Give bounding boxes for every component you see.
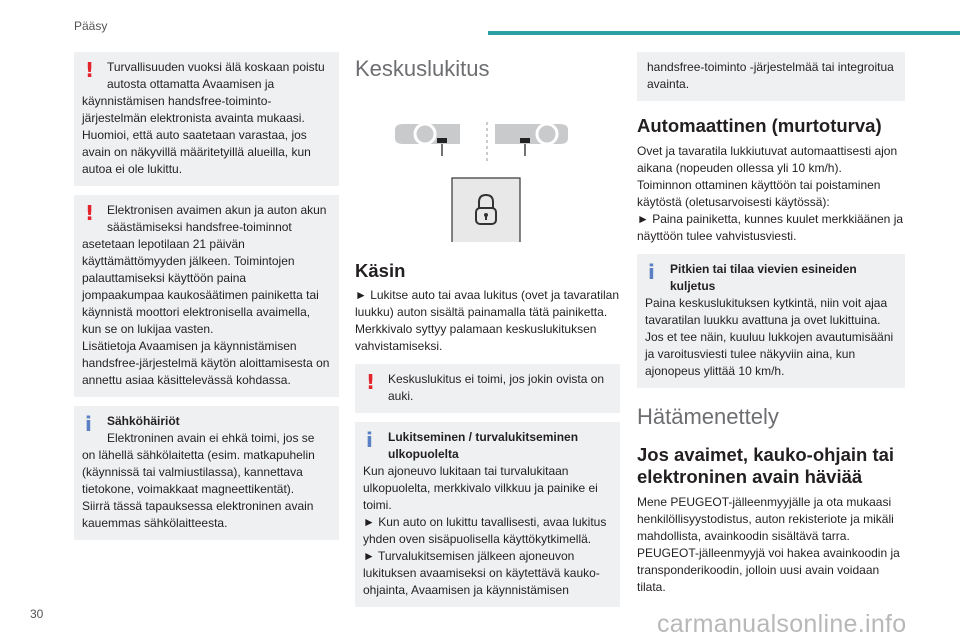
info-text-2: Siirrä tässä tapauksessa elektroninen avain kauemmas sähkölaitteesta. — [82, 499, 314, 530]
info-box-interference — [74, 406, 339, 540]
central-locking-illustration — [355, 82, 620, 242]
info-lead: Elektroninen avain ei ehkä toimi, jos se — [107, 431, 315, 445]
column-3 — [637, 52, 905, 596]
info-text: on lähellä sähkölaitetta (esim. matkapuhelin (käynnissä tai valmiustilassa), kannettava tietokone, voimakkaat magneettikentät). — [82, 448, 315, 496]
warning-lead: Elektronisen avaimen akun ja auton akun säästämiseksi handsfree-toiminnot — [107, 203, 327, 234]
info-title: Pitkien tai tilaa vievien esineiden — [670, 262, 857, 276]
automatic-instruction: ► Paina painiketta, kunnes kuulet merkkiäänen ja näyttöön tulee vahvistusviesti. — [637, 212, 904, 243]
warning-text: käynnistämisen handsfree-toiminto-järjestelmän elektronista avainta mukaasi. Huomioi, että auto saatetaan varastaa, jos avain on näkyvillä määritetyillä alueilla, kun autoa ei ole lukittu. — [82, 94, 311, 176]
info-title: Lukitseminen / turvalukitseminen — [388, 430, 579, 444]
info-box-locking — [355, 422, 620, 607]
manual-indicator-text: Merkkivalo syttyy palamaan keskuslukituksen vahvistamiseksi. — [355, 322, 597, 353]
heading-automatic-locking: Automaattinen (murtoturva) — [637, 115, 882, 136]
info-text: Kun ajoneuvo lukitaan tai turvalukitaan ulkopuolelta, merkkivalo vilkkuu ja painike ei toimi. — [363, 464, 598, 512]
info-icon: i — [648, 260, 655, 284]
warning-text: asetetaan lepotilaan 21 päivän käyttämättömyyden jälkeen. Toimintojen palauttamiseksi käyttöön paina jompaakumpaa kaukosäätimen painiketta tai käynnistä moottori elektronisella avaimella, kun se on lukijaa vasten. — [82, 237, 319, 336]
section-title: Pääsy — [74, 19, 108, 33]
info-icon: i — [366, 428, 373, 452]
automatic-locking-text: Ovet ja tavaratila lukkiutuvat automaattisesti ajon aikana (nopeuden ollessa yli 10 km/h). — [637, 144, 898, 175]
warning-box-door-open — [355, 364, 620, 413]
automatic-toggle-text: Toiminnon ottaminen käyttöön tai poistaminen käytöstä (oletusarvoisesti käytössä): — [637, 178, 881, 209]
info-box-long-objects — [637, 254, 905, 388]
warning-lead: Turvallisuuden vuoksi älä koskaan poistu autosta ottamatta Avaamisen ja — [107, 60, 325, 91]
info-text-2: ► Kun auto on lukittu tavallisesti, avaa lukitus yhden oven sisäpuolisella käyttökytkimellä. — [363, 515, 607, 546]
warning-text-2: Lisätietoja Avaamisen ja käynnistämisen handsfree-järjestelmä käytön aloittamisesta on annettu asiaa käsittelevässä kohdassa. — [82, 339, 330, 387]
warning-icon: ! — [85, 201, 95, 225]
info-text: Paina keskuslukituksen kytkintä, niin voit ajaa tavaratilan luukku avattuna ja ovet lukittuina. Jos et tee näin, kuuluu lukkojen avautumisääni ja varoitusviesti tulee näkyviin aina, kun ajonopeus ylittää 10 km/h. — [645, 296, 894, 378]
lock-button-icon — [452, 178, 520, 242]
subheading-manual: Käsin — [355, 260, 406, 281]
warning-icon: ! — [85, 58, 95, 82]
warning-text: auki. — [388, 389, 414, 403]
dashboard-left-icon — [395, 124, 460, 156]
column-2 — [355, 52, 620, 616]
column-1 — [74, 52, 339, 549]
info-title: Sähköhäiriöt — [107, 414, 180, 428]
info-icon: i — [85, 412, 92, 436]
info-box-continued — [637, 52, 905, 101]
info-title-2: kuljetus — [670, 279, 716, 293]
warning-lead: Keskuslukitus ei toimi, jos jokin ovista on — [388, 372, 605, 386]
info-continued-text: handsfree-toiminto -järjestelmää tai integroitua avainta. — [647, 60, 894, 91]
header-accent-bar — [488, 31, 960, 35]
page-number: 30 — [30, 607, 44, 621]
warning-box-battery — [74, 195, 339, 397]
warning-icon: ! — [366, 370, 376, 394]
section-heading-central-locking: Keskuslukitus — [355, 56, 490, 81]
dashboard-diagram — [355, 82, 620, 242]
watermark: carmanualsonline.info — [657, 610, 907, 638]
warning-box-security — [74, 52, 339, 186]
dealer-text: PEUGEOT-jälleenmyyjä voi hakea avainkoodin ja transponderikoodin, jolloin uusi avain voidaan tilata. — [637, 546, 900, 594]
heading-lost-keys: Jos avaimet, kauko-ohjain tai elektroninen avain häviää — [637, 444, 895, 487]
info-text-3: ► Turvalukitsemisen jälkeen ajoneuvon lukituksen avaamiseksi on käytettävä kauko-ohjainta, Avaamisen ja käynnistämisen — [363, 549, 600, 597]
lost-keys-text: Mene PEUGEOT-jälleenmyyjälle ja ota mukaasi henkilöllisyystodistus, auton rekisteriote ja mikäli mahdollista, avainkoodin sisältävä tarra. — [637, 495, 894, 543]
dashboard-right-icon — [495, 124, 568, 156]
info-title-2: ulkopuolelta — [388, 447, 459, 461]
section-heading-emergency: Hätämenettely — [637, 404, 779, 429]
manual-instruction: ► Lukitse auto tai avaa lukitus (ovet ja tavaratilan luukku) auton sisältä painamalla tätä painiketta. — [355, 288, 620, 319]
